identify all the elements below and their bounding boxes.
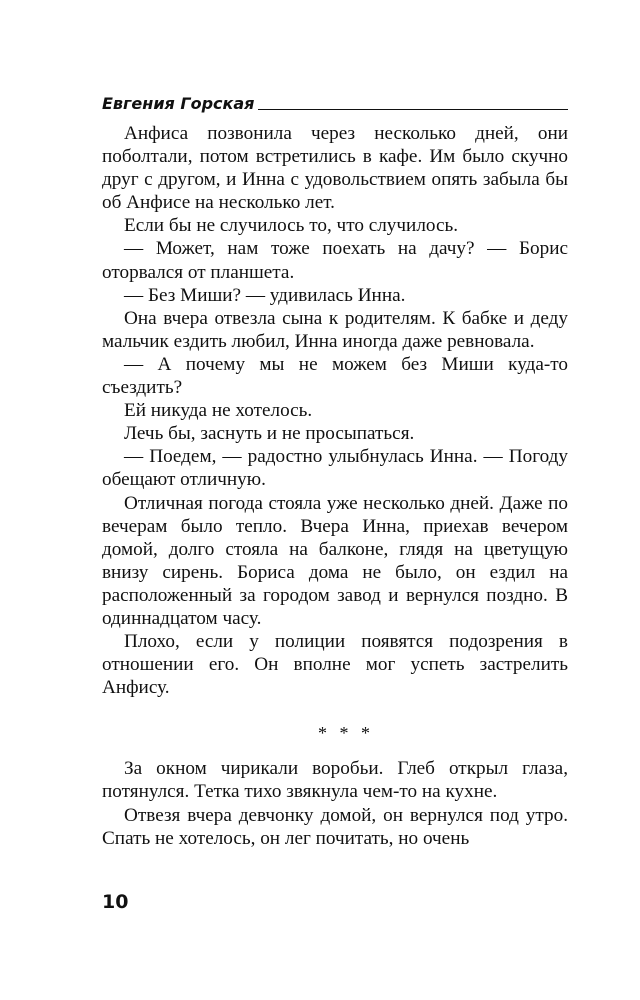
author-name: Евгения Горская: [102, 94, 255, 113]
paragraph: Лечь бы, заснуть и не просыпаться.: [124, 423, 415, 445]
paragraph: За окном чирикали воробьи. Глеб открыл глаза, потянулся. Тетка тихо звякнула чем-то на кухне.: [102, 758, 568, 803]
paragraph: Ей никуда не хотелось.: [124, 400, 313, 422]
paragraph: Она вчера отвезла сына к родителям. К бабке и деду мальчик ездить любил, Инна иногда даже ревновала.: [102, 307, 568, 352]
paragraph: Плохо, если у полиции появятся подозрения в отношении его. Он вполне мог успеть застрелить Анфису.: [102, 631, 568, 699]
running-head: [102, 90, 568, 114]
paragraph: — Без Миши? — удивилась Инна.: [124, 284, 406, 306]
paragraph: Если бы не случилось то, что случилось.: [124, 215, 459, 237]
paragraph: Отвезя вчера девчонку домой, он вернулся под утро. Спать не хотелось, он лег почитать, но очень: [102, 804, 568, 849]
header-rule: [258, 109, 568, 110]
paragraph: — Поедем, — радостно улыбнулась Инна. — Погоду обещают отличную.: [102, 446, 568, 491]
paragraph: — А почему мы не можем без Миши куда-то съездить?: [102, 353, 568, 399]
page-number: 10: [102, 891, 129, 913]
body-text: [102, 122, 568, 850]
paragraph: — Может, нам тоже поехать на дачу? — Борис оторвался от планшета.: [102, 238, 568, 283]
paragraph: Анфиса позвонила через несколько дней, они поболтали, потом встретились в кафе. Им было скучно друг с другом, и Инна с удовольствием опять забыла бы об Анфисе на несколько лет.: [102, 123, 568, 214]
scene-separator: * * *: [318, 723, 374, 744]
paragraph: Отличная погода стояла уже несколько дней. Даже по вечерам было тепло. Вчера Инна, приехав вечером домой, долго стояла на балконе, глядя на цветущую внизу сирень. Бориса дома не было, он ездил на расположенный за городом завод и вернулся поздно. В одиннадцатом часу.: [102, 492, 568, 629]
